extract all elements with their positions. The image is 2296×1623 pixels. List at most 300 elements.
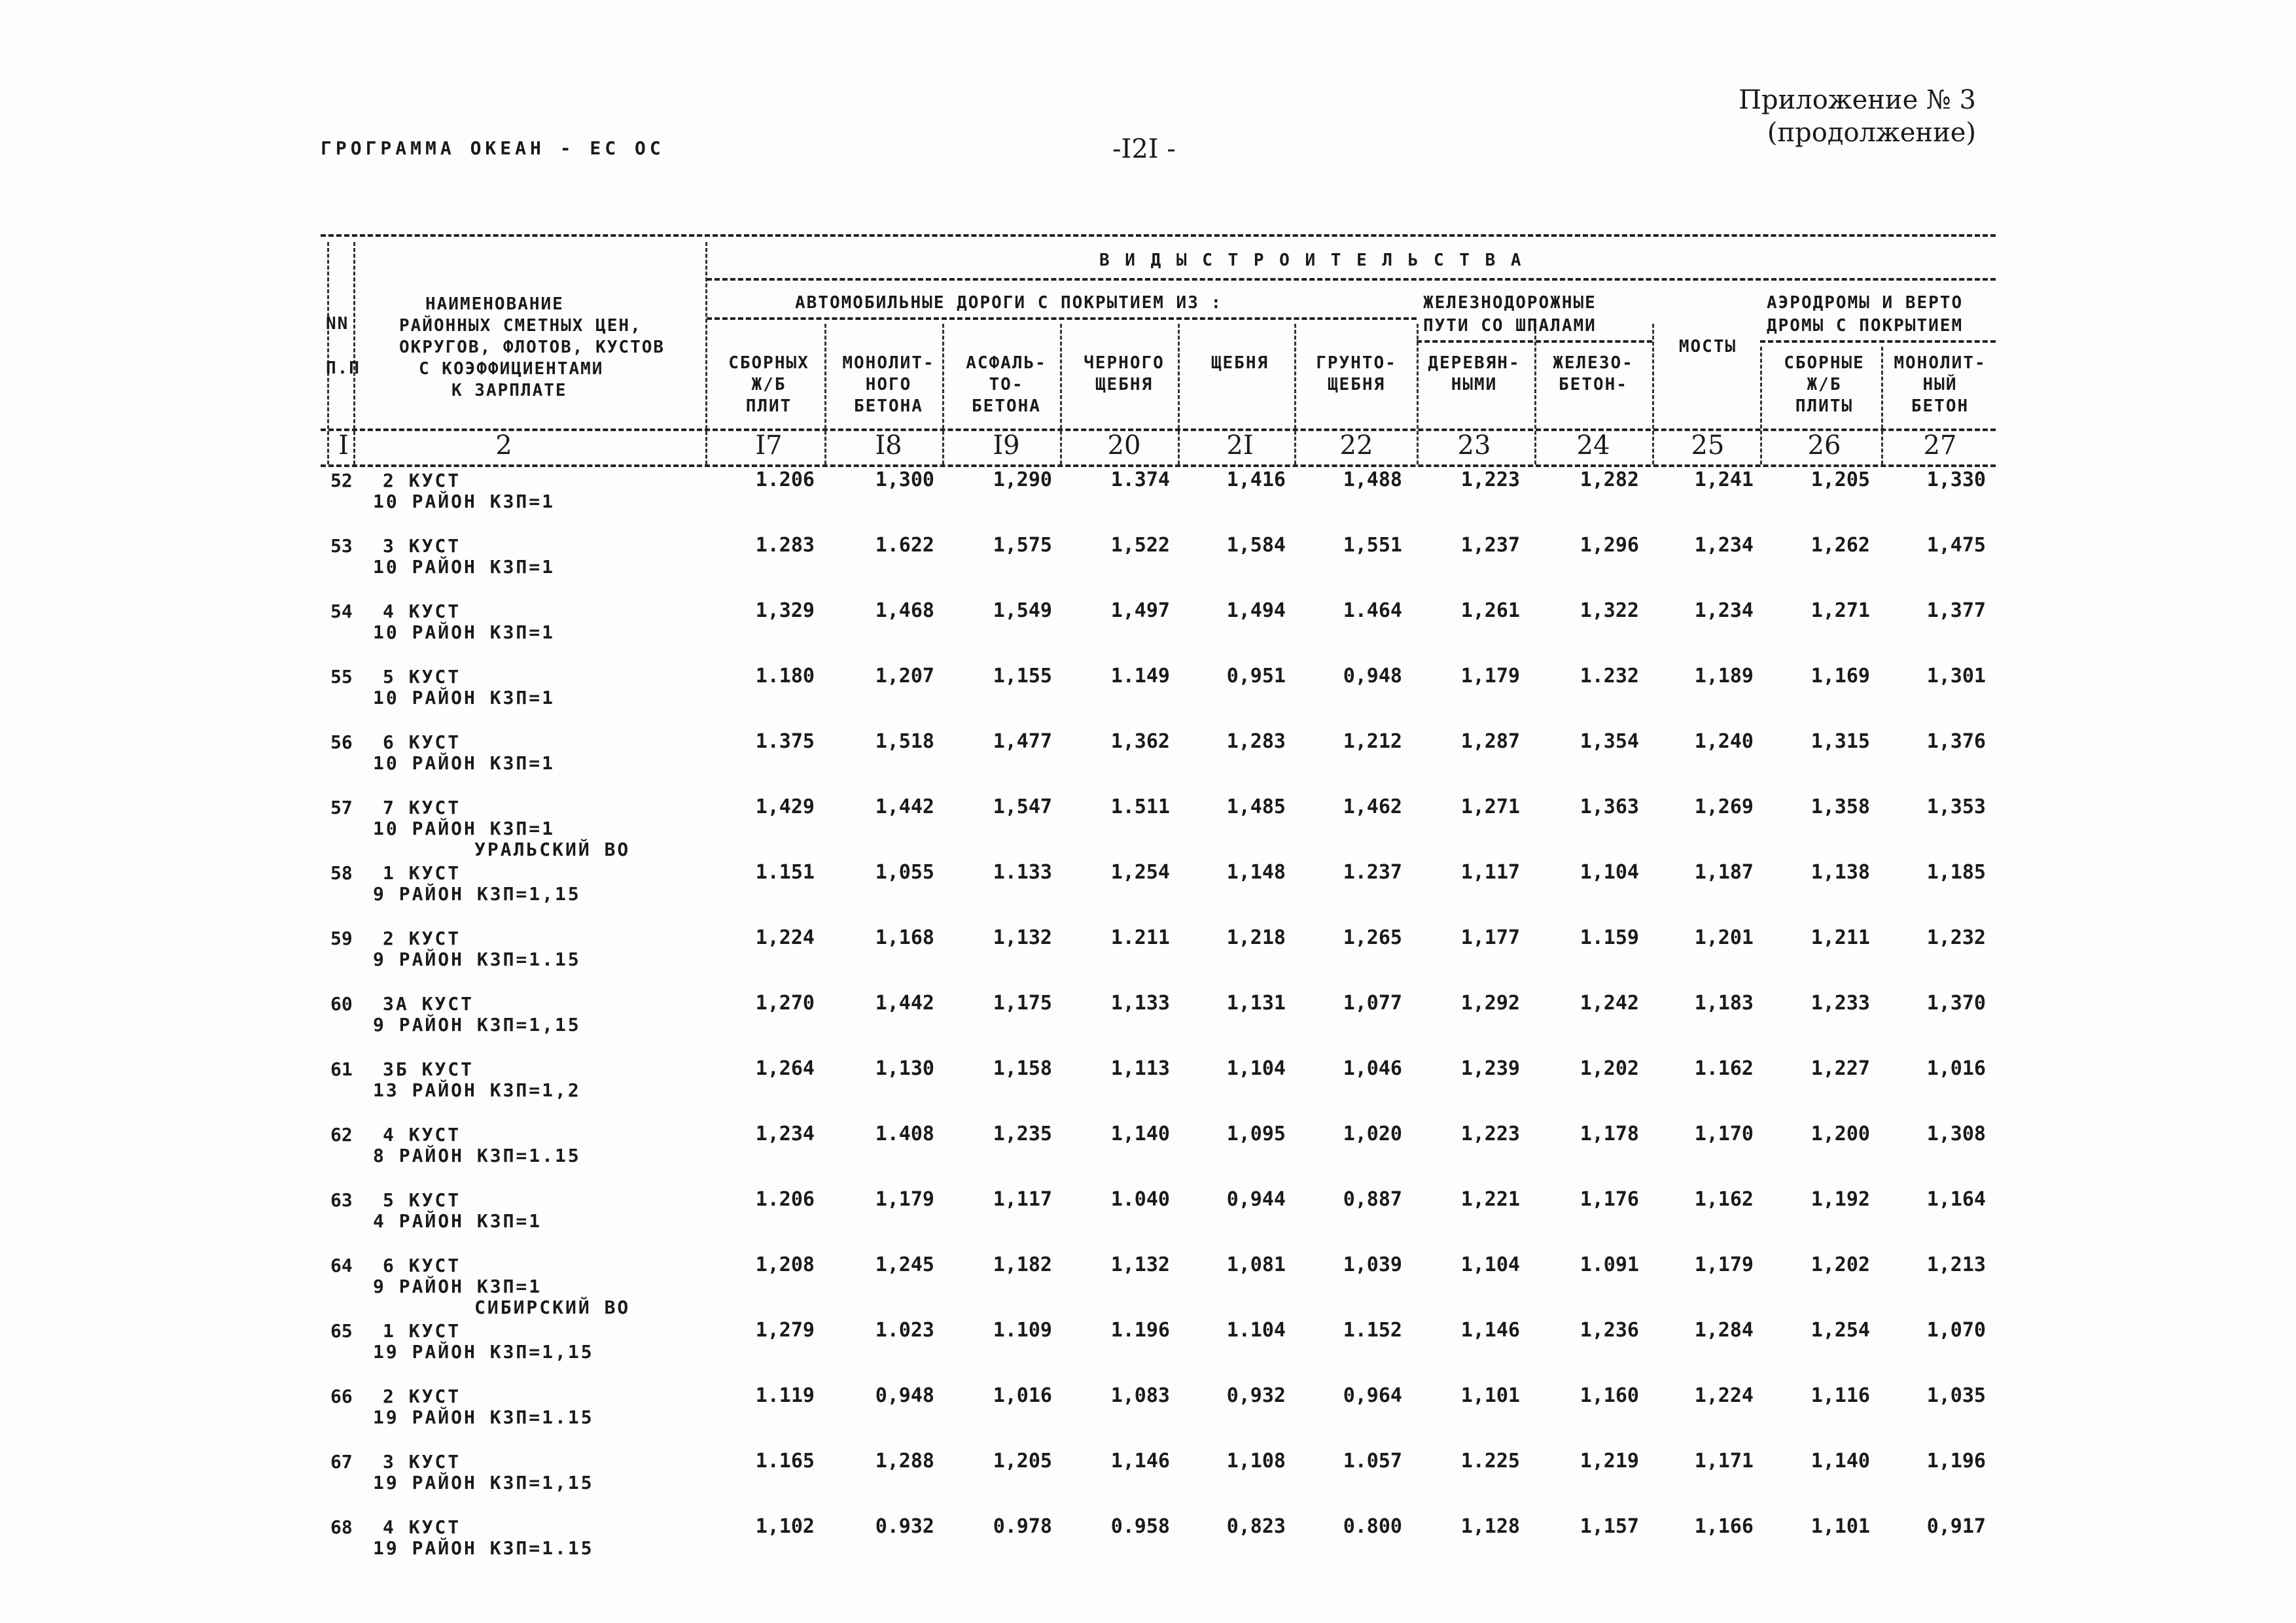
row-cluster-name: 6 КУСТ — [383, 731, 461, 753]
column-header-text: НЫЙ — [1922, 375, 1958, 394]
row-region-coefficient: 10 РАЙОН КЗП=1 — [373, 818, 556, 839]
table-cell: 0.932 — [875, 1515, 934, 1538]
table-cell: 1,104 — [1460, 1253, 1520, 1276]
district-group-label: УРАЛЬСКИЙ ВО — [474, 839, 631, 860]
table-cell: 1.159 — [1580, 926, 1639, 949]
column-header-text: ЩЕБНЯ — [1210, 353, 1269, 373]
table-cell: 1,494 — [1226, 599, 1286, 622]
table-cell: 1,475 — [1926, 534, 1986, 557]
row-cluster-name: 5 КУСТ — [383, 1189, 461, 1211]
table-cell: 1,016 — [1926, 1057, 1986, 1080]
table-cell: 1,205 — [993, 1450, 1052, 1473]
table-cell: 1,046 — [1343, 1057, 1402, 1080]
table-cell: 1,468 — [875, 599, 934, 622]
table-cell: 1.165 — [755, 1450, 815, 1473]
column-header-text: Ж/Б — [751, 375, 786, 394]
table-cell: 1.091 — [1580, 1253, 1639, 1276]
table-cell: 1,207 — [875, 665, 934, 688]
railway-header-line2: ПУТИ СО ШПАЛАМИ — [1423, 316, 1597, 336]
table-cell: 1,296 — [1580, 534, 1639, 557]
roads-rule — [707, 317, 1417, 320]
column-separator — [1178, 324, 1180, 464]
row-region-coefficient: 9 РАЙОН КЗП=1,15 — [373, 883, 581, 905]
row-number: 55 — [330, 666, 353, 688]
table-cell: 1,212 — [1343, 730, 1402, 753]
table-cell: 1,219 — [1580, 1450, 1639, 1473]
column-header-text: НЫМИ — [1451, 375, 1498, 394]
program-title: ГРОГРАММА ОКЕАН - ЕС ОС — [321, 137, 665, 159]
table-cell: 1,101 — [1460, 1384, 1520, 1407]
table-cell: 1,284 — [1694, 1319, 1754, 1342]
table-cell: 1,261 — [1460, 599, 1520, 622]
table-cell: 1.211 — [1110, 926, 1170, 949]
table-cell: 0,917 — [1926, 1515, 1986, 1538]
column-header-text: БЕТОНА — [972, 396, 1041, 416]
column-header-text: БЕТОНА — [854, 396, 923, 416]
table-cell: 1,330 — [1926, 468, 1986, 491]
table-cell: 1.040 — [1110, 1188, 1170, 1211]
table-cell: 1,183 — [1694, 992, 1754, 1015]
column-separator — [327, 242, 329, 464]
column-number: 27 — [1923, 430, 1957, 461]
table-cell: 0.800 — [1343, 1515, 1402, 1538]
table-cell: 1,104 — [1226, 1057, 1286, 1080]
column-number: 26 — [1807, 430, 1841, 461]
table-cell: 1.511 — [1110, 795, 1170, 818]
column-number: I8 — [875, 430, 902, 461]
table-cell: 1,429 — [755, 795, 815, 818]
table-cell: 1.408 — [875, 1123, 934, 1145]
table-cell: 1.232 — [1580, 665, 1639, 688]
column-separator — [824, 324, 826, 464]
table-cell: 0,823 — [1226, 1515, 1286, 1538]
table-cell: 1,477 — [993, 730, 1052, 753]
table-cell: 1,205 — [1810, 468, 1870, 491]
table-cell: 1,282 — [1580, 468, 1639, 491]
table-cell: 1,234 — [1694, 599, 1754, 622]
row-number: 65 — [330, 1320, 353, 1342]
row-cluster-name: 3Б КУСТ — [383, 1058, 474, 1080]
table-cell: 1,200 — [1810, 1123, 1870, 1145]
table-cell: 1.119 — [755, 1384, 815, 1407]
column-header-text: СБОРНЫХ — [728, 353, 809, 373]
table-cell: 1,178 — [1580, 1123, 1639, 1145]
table-cell: 1,016 — [993, 1384, 1052, 1407]
table-cell: 1,202 — [1810, 1253, 1870, 1276]
table-cell: 1,202 — [1580, 1057, 1639, 1080]
table-cell: 1,254 — [1810, 1319, 1870, 1342]
table-cell: 1,549 — [993, 599, 1052, 622]
row-number: 64 — [330, 1255, 353, 1276]
column-header-text: СБОРНЫЕ — [1784, 353, 1865, 373]
row-cluster-name: 3 КУСТ — [383, 1451, 461, 1473]
table-cell: 1,168 — [875, 926, 934, 949]
aero-rule — [1760, 340, 1996, 343]
table-cell: 1,522 — [1110, 534, 1170, 557]
column-number: I — [338, 430, 349, 461]
col-name-line1: НАИМЕНОВАНИЕ — [425, 294, 564, 314]
column-header-text: ЖЕЛЕЗО- — [1553, 353, 1634, 373]
row-region-coefficient: 10 РАЙОН КЗП=1 — [373, 752, 556, 774]
district-group-label: СИБИРСКИЙ ВО — [474, 1297, 631, 1318]
row-number: 66 — [330, 1386, 353, 1407]
table-cell: 1,485 — [1226, 795, 1286, 818]
table-cell: 1,201 — [1694, 926, 1754, 949]
column-number: 2 — [495, 430, 512, 461]
construction-types-title: В И Д Ы С Т Р О И Т Е Л Ь С Т В А — [1099, 251, 1524, 270]
table-cell: 1.622 — [875, 534, 934, 557]
column-header-text: БЕТОН- — [1559, 375, 1628, 394]
column-header-text: АСФАЛЬ- — [966, 353, 1047, 373]
row-number: 58 — [330, 862, 353, 884]
table-cell: 1,179 — [875, 1188, 934, 1211]
row-region-coefficient: 13 РАЙОН КЗП=1,2 — [373, 1079, 581, 1101]
row-region-coefficient: 19 РАЙОН КЗП=1,15 — [373, 1341, 594, 1363]
table-cell: 1,329 — [755, 599, 815, 622]
table-cell: 1,354 — [1580, 730, 1639, 753]
table-cell: 1,271 — [1810, 599, 1870, 622]
row-number: 60 — [330, 993, 353, 1015]
table-cell: 1,262 — [1810, 534, 1870, 557]
table-cell: 1,179 — [1460, 665, 1520, 688]
row-region-coefficient: 9 РАЙОН КЗП=1,15 — [373, 1014, 581, 1036]
column-header-text: ГРУНТО- — [1316, 353, 1397, 373]
table-cell: 1.464 — [1343, 599, 1402, 622]
table-cell: 1,146 — [1460, 1319, 1520, 1342]
column-number: 22 — [1339, 430, 1373, 461]
col-name-line5: К ЗАРПЛАТЕ — [451, 381, 567, 400]
table-cell: 1,077 — [1343, 992, 1402, 1015]
row-cluster-name: 4 КУСТ — [383, 601, 461, 622]
table-cell: 0,948 — [875, 1384, 934, 1407]
table-cell: 1.023 — [875, 1319, 934, 1342]
row-number: 67 — [330, 1451, 353, 1473]
column-header-text: БЕТОН — [1911, 396, 1969, 416]
row-region-coefficient: 19 РАЙОН КЗП=1.15 — [373, 1537, 594, 1559]
table-cell: 1,179 — [1694, 1253, 1754, 1276]
row-number: 62 — [330, 1124, 353, 1145]
table-cell: 1,254 — [1110, 861, 1170, 884]
table-cell: 1.206 — [755, 468, 815, 491]
table-cell: 1,322 — [1580, 599, 1639, 622]
table-cell: 1,208 — [755, 1253, 815, 1276]
table-cell: 1,584 — [1226, 534, 1286, 557]
table-cell: 1,132 — [1110, 1253, 1170, 1276]
row-number: 52 — [330, 470, 353, 491]
table-cell: 1,192 — [1810, 1188, 1870, 1211]
column-header-text: МОСТЫ — [1678, 337, 1737, 357]
table-cell: 1,140 — [1110, 1123, 1170, 1145]
row-cluster-name: 1 КУСТ — [383, 862, 461, 884]
table-cell: 1,160 — [1580, 1384, 1639, 1407]
table-cell: 1,133 — [1110, 992, 1170, 1015]
row-number: 54 — [330, 601, 353, 622]
table-cell: 1.225 — [1460, 1450, 1520, 1473]
table-cell: 1.104 — [1226, 1319, 1286, 1342]
table-cell: 1,442 — [875, 795, 934, 818]
table-cell: 1,166 — [1694, 1515, 1754, 1538]
table-cell: 1,242 — [1580, 992, 1639, 1015]
table-cell: 1,497 — [1110, 599, 1170, 622]
aero-header-line2: ДРОМЫ С ПОКРЫТИЕМ — [1767, 316, 1964, 336]
row-cluster-name: 4 КУСТ — [383, 1516, 461, 1538]
table-cell: 1,363 — [1580, 795, 1639, 818]
types-rule — [707, 278, 1996, 281]
table-cell: 1,362 — [1110, 730, 1170, 753]
table-cell: 1,270 — [755, 992, 815, 1015]
column-header-text: ЧЕРНОГО — [1084, 353, 1165, 373]
roads-header: АВТОМОБИЛЬНЫЕ ДОРОГИ С ПОКРЫТИЕМ ИЗ : — [795, 293, 1223, 313]
column-number: I7 — [755, 430, 783, 461]
table-cell: 1,175 — [993, 992, 1052, 1015]
table-cell: 1,113 — [1110, 1057, 1170, 1080]
table-cell: 0,951 — [1226, 665, 1286, 688]
table-cell: 1,235 — [993, 1123, 1052, 1145]
table-cell: 1,177 — [1460, 926, 1520, 949]
column-number: 20 — [1107, 430, 1141, 461]
column-number: I9 — [993, 430, 1020, 461]
column-number: 23 — [1457, 430, 1491, 461]
row-number: 53 — [330, 535, 353, 557]
column-separator — [1534, 324, 1536, 464]
table-cell: 1,083 — [1110, 1384, 1170, 1407]
column-header-text: Ж/Б — [1807, 375, 1842, 394]
column-number: 24 — [1576, 430, 1610, 461]
table-cell: 1,020 — [1343, 1123, 1402, 1145]
col-nn-label: NN — [326, 314, 349, 334]
row-number: 57 — [330, 797, 353, 818]
column-separator — [1060, 324, 1062, 464]
aero-header-line1: АЭРОДРОМЫ И ВЕРТО — [1767, 293, 1964, 313]
table-cell: 1.375 — [755, 730, 815, 753]
table-cell: 1,376 — [1926, 730, 1986, 753]
col-name-line2: РАЙОННЫХ СМЕТНЫХ ЦЕН, — [399, 316, 642, 336]
row-region-coefficient: 8 РАЙОН КЗП=1.15 — [373, 1145, 581, 1166]
table-cell: 1,035 — [1926, 1384, 1986, 1407]
column-header-text: ДЕРЕВЯН- — [1428, 353, 1521, 373]
table-cell: 1,224 — [1694, 1384, 1754, 1407]
table-cell: 1,236 — [1580, 1319, 1639, 1342]
table-cell: 1,283 — [1226, 730, 1286, 753]
table-cell: 1,287 — [1460, 730, 1520, 753]
column-header-text: ЩЕБНЯ — [1327, 375, 1386, 394]
table-cell: 1,551 — [1343, 534, 1402, 557]
table-cell: 1,155 — [993, 665, 1052, 688]
table-cell: 1.057 — [1343, 1450, 1402, 1473]
table-cell: 1,164 — [1926, 1188, 1986, 1211]
table-cell: 1.180 — [755, 665, 815, 688]
column-number: 2I — [1226, 430, 1254, 461]
row-cluster-name: 4 КУСТ — [383, 1124, 461, 1145]
table-cell: 1.149 — [1110, 665, 1170, 688]
table-cell: 1,241 — [1694, 468, 1754, 491]
column-header-text: ПЛИТ — [745, 396, 792, 416]
col-pp-label: П.П — [326, 358, 361, 378]
table-cell: 1,353 — [1926, 795, 1986, 818]
column-separator — [1881, 347, 1883, 464]
table-cell: 1,271 — [1460, 795, 1520, 818]
table-cell: 1,279 — [755, 1319, 815, 1342]
table-cell: 1,170 — [1694, 1123, 1754, 1145]
table-cell: 1,223 — [1460, 468, 1520, 491]
table-cell: 1,116 — [1810, 1384, 1870, 1407]
table-cell: 1.109 — [993, 1319, 1052, 1342]
table-cell: 0,964 — [1343, 1384, 1402, 1407]
table-cell: 1,055 — [875, 861, 934, 884]
table-cell: 1,221 — [1460, 1188, 1520, 1211]
table-cell: 1,370 — [1926, 992, 1986, 1015]
table-cell: 1,108 — [1226, 1450, 1286, 1473]
row-region-coefficient: 9 РАЙОН КЗП=1 — [373, 1276, 542, 1297]
table-cell: 1,187 — [1694, 861, 1754, 884]
column-separator — [705, 242, 707, 464]
table-cell: 1,189 — [1694, 665, 1754, 688]
table-cell: 1,575 — [993, 534, 1052, 557]
table-cell: 1,171 — [1694, 1450, 1754, 1473]
table-cell: 1,315 — [1810, 730, 1870, 753]
table-cell: 1,245 — [875, 1253, 934, 1276]
table-cell: 1,131 — [1226, 992, 1286, 1015]
row-cluster-name: 3А КУСТ — [383, 993, 474, 1015]
table-cell: 1,416 — [1226, 468, 1286, 491]
colnum-bottom-rule — [321, 464, 1996, 467]
table-top-rule — [321, 234, 1996, 237]
table-cell: 1,095 — [1226, 1123, 1286, 1145]
column-header-text: НОГО — [865, 375, 912, 394]
table-cell: 1,301 — [1926, 665, 1986, 688]
appendix-continuation: (продолжение) — [1767, 118, 1976, 148]
table-cell: 1,547 — [993, 795, 1052, 818]
table-cell: 1,442 — [875, 992, 934, 1015]
table-cell: 0.978 — [993, 1515, 1052, 1538]
table-cell: 1.162 — [1694, 1057, 1754, 1080]
table-cell: 1,288 — [875, 1450, 934, 1473]
table-cell: 1,227 — [1810, 1057, 1870, 1080]
table-cell: 1,039 — [1343, 1253, 1402, 1276]
table-cell: 1,224 — [755, 926, 815, 949]
table-cell: 1,128 — [1460, 1515, 1520, 1538]
table-cell: 1,308 — [1926, 1123, 1986, 1145]
table-cell: 1,292 — [1460, 992, 1520, 1015]
table-cell: 1,176 — [1580, 1188, 1639, 1211]
column-number: 25 — [1691, 430, 1725, 461]
table-cell: 1,265 — [1343, 926, 1402, 949]
table-cell: 1,132 — [993, 926, 1052, 949]
table-cell: 1,169 — [1810, 665, 1870, 688]
table-cell: 1,138 — [1810, 861, 1870, 884]
column-separator — [1760, 347, 1762, 464]
table-cell: 1.152 — [1343, 1319, 1402, 1342]
table-cell: 1,223 — [1460, 1123, 1520, 1145]
col-name-line4: С КОЭФФИЦИЕНТАМИ — [419, 359, 604, 379]
table-cell: 1,081 — [1226, 1253, 1286, 1276]
row-cluster-name: 3 КУСТ — [383, 535, 461, 557]
row-region-coefficient: 19 РАЙОН КЗП=1,15 — [373, 1472, 594, 1493]
appendix-label: Приложение № 3 — [1739, 85, 1976, 115]
col-name-line3: ОКРУГОВ, ФЛОТОВ, КУСТОВ — [399, 338, 665, 357]
table-cell: 1,157 — [1580, 1515, 1639, 1538]
row-number: 68 — [330, 1516, 353, 1538]
header-bottom-rule — [321, 428, 1996, 431]
table-cell: 1,117 — [1460, 861, 1520, 884]
table-cell: 1,185 — [1926, 861, 1986, 884]
table-cell: 1,104 — [1580, 861, 1639, 884]
table-cell: 1,233 — [1810, 992, 1870, 1015]
row-region-coefficient: 4 РАЙОН КЗП=1 — [373, 1210, 542, 1232]
row-number: 61 — [330, 1058, 353, 1080]
row-cluster-name: 5 КУСТ — [383, 666, 461, 688]
table-cell: 1,377 — [1926, 599, 1986, 622]
table-cell: 1,232 — [1926, 926, 1986, 949]
table-cell: 1.196 — [1110, 1319, 1170, 1342]
table-cell: 0,887 — [1343, 1188, 1402, 1211]
column-separator — [1652, 324, 1654, 464]
row-number: 59 — [330, 928, 353, 949]
row-region-coefficient: 10 РАЙОН КЗП=1 — [373, 556, 556, 578]
row-cluster-name: 2 КУСТ — [383, 928, 461, 949]
table-cell: 1.206 — [755, 1188, 815, 1211]
table-cell: 1,300 — [875, 468, 934, 491]
table-cell: 1,196 — [1926, 1450, 1986, 1473]
row-cluster-name: 2 КУСТ — [383, 470, 461, 491]
column-header-text: МОНОЛИТ- — [842, 353, 935, 373]
table-cell: 1,237 — [1460, 534, 1520, 557]
column-header-text: ПЛИТЫ — [1795, 396, 1854, 416]
table-cell: 1,211 — [1810, 926, 1870, 949]
table-cell: 1,462 — [1343, 795, 1402, 818]
table-cell: 1,234 — [1694, 534, 1754, 557]
table-cell: 1,234 — [755, 1123, 815, 1145]
table-cell: 1,140 — [1810, 1450, 1870, 1473]
table-cell: 1,070 — [1926, 1319, 1986, 1342]
row-number: 63 — [330, 1189, 353, 1211]
table-cell: 1.374 — [1110, 468, 1170, 491]
row-region-coefficient: 9 РАЙОН КЗП=1.15 — [373, 949, 581, 970]
table-cell: 1,158 — [993, 1057, 1052, 1080]
column-separator — [1294, 324, 1296, 464]
row-cluster-name: 6 КУСТ — [383, 1255, 461, 1276]
table-cell: 1,146 — [1110, 1450, 1170, 1473]
table-cell: 1.283 — [755, 534, 815, 557]
table-cell: 1,162 — [1694, 1188, 1754, 1211]
table-cell: 1,269 — [1694, 795, 1754, 818]
row-cluster-name: 7 КУСТ — [383, 797, 461, 818]
table-cell: 1,240 — [1694, 730, 1754, 753]
page-number: -I2I - — [1112, 134, 1176, 164]
column-header-text: МОНОЛИТ- — [1894, 353, 1987, 373]
table-cell: 1,239 — [1460, 1057, 1520, 1080]
table-cell: 1,213 — [1926, 1253, 1986, 1276]
table-cell: 1.133 — [993, 861, 1052, 884]
railway-header-line1: ЖЕЛЕЗНОДОРОЖНЫЕ — [1423, 293, 1597, 313]
table-cell: 0,932 — [1226, 1384, 1286, 1407]
row-region-coefficient: 19 РАЙОН КЗП=1.15 — [373, 1406, 594, 1428]
row-region-coefficient: 10 РАЙОН КЗП=1 — [373, 621, 556, 643]
row-region-coefficient: 10 РАЙОН КЗП=1 — [373, 687, 556, 708]
column-header-text: ЩЕБНЯ — [1095, 375, 1154, 394]
table-cell: 1.237 — [1343, 861, 1402, 884]
table-cell: 1,488 — [1343, 468, 1402, 491]
table-cell: 1,518 — [875, 730, 934, 753]
table-cell: 0.958 — [1110, 1515, 1170, 1538]
row-cluster-name: 2 КУСТ — [383, 1386, 461, 1407]
row-number: 56 — [330, 731, 353, 753]
column-header-text: ТО- — [989, 375, 1024, 394]
column-separator — [942, 324, 944, 464]
table-cell: 0,948 — [1343, 665, 1402, 688]
table-cell: 1,102 — [755, 1515, 815, 1538]
table-cell: 1,148 — [1226, 861, 1286, 884]
